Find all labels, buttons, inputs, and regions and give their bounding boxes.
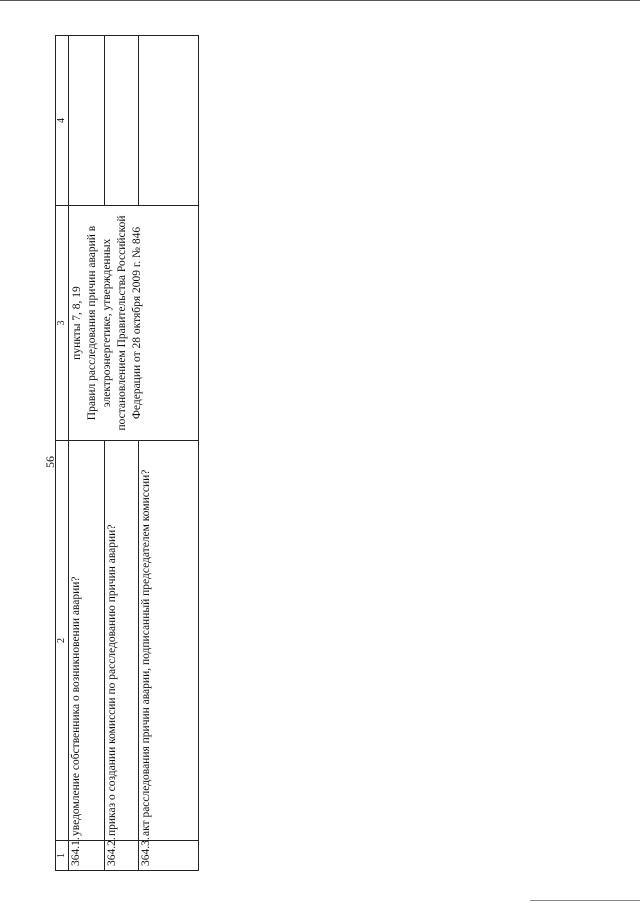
page-number: 56 — [43, 456, 57, 468]
row-question: акт расследования причин аварии, подписанный председателем комиссии? — [139, 441, 199, 841]
scan-edge-top — [0, 0, 640, 1]
row-number: 364.3. — [139, 841, 199, 871]
table-container — [55, 36, 198, 871]
header-col-4: 4 — [56, 36, 69, 206]
table-header-row — [56, 36, 69, 871]
row-number: 364.1. — [69, 841, 105, 871]
legal-reference — [69, 206, 199, 441]
row-question: приказ о создании комиссии по расследованию причин аварии? — [105, 441, 139, 841]
rotated-table-frame — [55, 36, 198, 871]
requirements-table — [55, 35, 199, 871]
legal-reference-text: Правил расследования причин аварий в электроэнергетике, утвержденных постановлением Правительства Российской Федерации от 28 октября 2009 г. № 846 — [86, 215, 143, 431]
table-row — [69, 36, 105, 871]
header-col-2: 2 — [56, 441, 69, 841]
row-note — [69, 36, 105, 206]
header-col-1: 1 — [56, 841, 69, 871]
table-row — [105, 36, 139, 871]
table-row — [139, 36, 199, 871]
scan-edge-bottom — [530, 900, 640, 901]
legal-reference-points: пункты 7, 8, 19 — [71, 286, 83, 360]
header-col-3: 3 — [56, 206, 69, 441]
row-note — [105, 36, 139, 206]
row-question: уведомление собственника о возникновении аварии? — [69, 441, 105, 841]
row-number: 364.2. — [105, 841, 139, 871]
row-note — [139, 36, 199, 206]
